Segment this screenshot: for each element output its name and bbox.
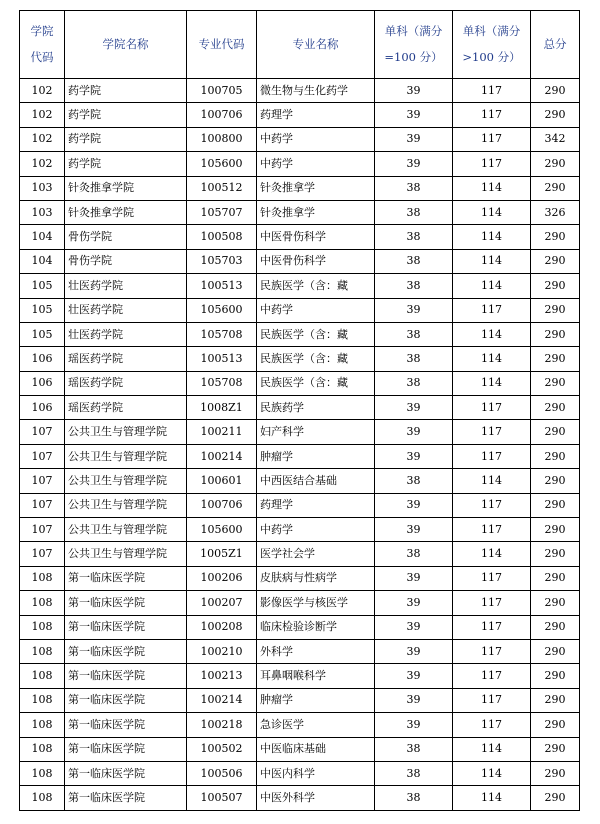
college-name-cell: 瑶医药学院 xyxy=(65,347,187,371)
total-cell: 290 xyxy=(531,761,580,785)
single-over-100-cell: 114 xyxy=(453,225,531,249)
college-name-cell: 公共卫生与管理学院 xyxy=(65,420,187,444)
single-over-100-cell: 117 xyxy=(453,396,531,420)
table-row xyxy=(20,249,580,273)
college-name-cell: 第一临床医学院 xyxy=(65,664,187,688)
college-name-cell: 骨伤学院 xyxy=(65,225,187,249)
single-over-100-cell: 117 xyxy=(453,127,531,151)
major-code-cell: 100214 xyxy=(187,444,257,468)
major-code-cell: 105600 xyxy=(187,518,257,542)
single-over-100-cell: 117 xyxy=(453,591,531,615)
major-code-cell: 100211 xyxy=(187,420,257,444)
table-row xyxy=(20,615,580,639)
college-name-cell: 公共卫生与管理学院 xyxy=(65,493,187,517)
total-cell: 290 xyxy=(531,737,580,761)
single-100-cell: 39 xyxy=(375,79,453,103)
major-name-cell: 中药学 xyxy=(257,152,375,176)
single-over-100-cell: 114 xyxy=(453,249,531,273)
major-code-cell: 100705 xyxy=(187,79,257,103)
single-over-100-cell: 117 xyxy=(453,103,531,127)
single-over-100-cell: 117 xyxy=(453,518,531,542)
total-cell: 290 xyxy=(531,518,580,542)
single-100-cell: 38 xyxy=(375,371,453,395)
college-code-cell: 106 xyxy=(20,371,65,395)
major-code-cell: 100508 xyxy=(187,225,257,249)
single-100-cell: 39 xyxy=(375,298,453,322)
table-row xyxy=(20,444,580,468)
college-name-cell: 药学院 xyxy=(65,127,187,151)
single-100-cell: 38 xyxy=(375,249,453,273)
single-over-100-cell: 114 xyxy=(453,176,531,200)
single-over-100-cell: 117 xyxy=(453,420,531,444)
major-code-cell: 1008Z1 xyxy=(187,396,257,420)
header-major-code: 专业代码 xyxy=(187,11,257,79)
major-name-cell: 中药学 xyxy=(257,127,375,151)
single-100-cell: 39 xyxy=(375,103,453,127)
college-name-cell: 第一临床医学院 xyxy=(65,713,187,737)
table-row xyxy=(20,420,580,444)
single-over-100-cell: 117 xyxy=(453,444,531,468)
table-row xyxy=(20,200,580,224)
single-over-100-cell: 117 xyxy=(453,493,531,517)
major-code-cell: 100218 xyxy=(187,713,257,737)
major-code-cell: 100210 xyxy=(187,639,257,663)
college-name-cell: 药学院 xyxy=(65,103,187,127)
single-over-100-cell: 114 xyxy=(453,737,531,761)
single-over-100-cell: 114 xyxy=(453,200,531,224)
college-code-cell: 102 xyxy=(20,152,65,176)
table-row xyxy=(20,347,580,371)
major-name-cell: 中西医结合基础 xyxy=(257,469,375,493)
college-code-cell: 108 xyxy=(20,566,65,590)
college-code-cell: 103 xyxy=(20,200,65,224)
table-row xyxy=(20,688,580,712)
table-row xyxy=(20,664,580,688)
college-name-cell: 针灸推拿学院 xyxy=(65,200,187,224)
table-row xyxy=(20,322,580,346)
total-cell: 290 xyxy=(531,664,580,688)
major-name-cell: 皮肤病与性病学 xyxy=(257,566,375,590)
table-row xyxy=(20,396,580,420)
single-over-100-cell: 114 xyxy=(453,786,531,810)
college-code-cell: 108 xyxy=(20,737,65,761)
table-row xyxy=(20,786,580,810)
single-100-cell: 39 xyxy=(375,615,453,639)
major-name-cell: 中医临床基础 xyxy=(257,737,375,761)
total-cell: 290 xyxy=(531,566,580,590)
major-name-cell: 急诊医学 xyxy=(257,713,375,737)
college-name-cell: 针灸推拿学院 xyxy=(65,176,187,200)
major-code-cell: 100513 xyxy=(187,274,257,298)
table-row xyxy=(20,298,580,322)
single-100-cell: 39 xyxy=(375,713,453,737)
college-name-cell: 第一临床医学院 xyxy=(65,737,187,761)
major-name-cell: 肿瘤学 xyxy=(257,688,375,712)
single-100-cell: 38 xyxy=(375,542,453,566)
single-100-cell: 38 xyxy=(375,347,453,371)
total-cell: 290 xyxy=(531,420,580,444)
college-name-cell: 壮医药学院 xyxy=(65,298,187,322)
major-name-cell: 医学社会学 xyxy=(257,542,375,566)
college-name-cell: 公共卫生与管理学院 xyxy=(65,444,187,468)
single-over-100-cell: 114 xyxy=(453,761,531,785)
college-name-cell: 第一临床医学院 xyxy=(65,591,187,615)
college-name-cell: 第一临床医学院 xyxy=(65,566,187,590)
table-row xyxy=(20,225,580,249)
major-code-cell: 105708 xyxy=(187,371,257,395)
college-code-cell: 105 xyxy=(20,322,65,346)
total-cell: 290 xyxy=(531,176,580,200)
single-100-cell: 39 xyxy=(375,493,453,517)
major-name-cell: 针灸推拿学 xyxy=(257,200,375,224)
single-100-cell: 39 xyxy=(375,664,453,688)
college-name-cell: 公共卫生与管理学院 xyxy=(65,542,187,566)
college-code-cell: 108 xyxy=(20,713,65,737)
total-cell: 290 xyxy=(531,786,580,810)
college-code-cell: 105 xyxy=(20,298,65,322)
table-row xyxy=(20,591,580,615)
total-cell: 290 xyxy=(531,371,580,395)
single-over-100-cell: 117 xyxy=(453,639,531,663)
total-cell: 290 xyxy=(531,713,580,737)
single-over-100-cell: 117 xyxy=(453,688,531,712)
major-name-cell: 中医外科学 xyxy=(257,786,375,810)
major-name-cell: 微生物与生化药学 xyxy=(257,79,375,103)
major-code-cell: 100206 xyxy=(187,566,257,590)
header-college-name: 学院名称 xyxy=(65,11,187,79)
major-name-cell: 中医骨伤科学 xyxy=(257,249,375,273)
single-100-cell: 38 xyxy=(375,274,453,298)
college-code-cell: 107 xyxy=(20,493,65,517)
total-cell: 326 xyxy=(531,200,580,224)
total-cell: 290 xyxy=(531,493,580,517)
major-code-cell: 100512 xyxy=(187,176,257,200)
total-cell: 290 xyxy=(531,469,580,493)
single-100-cell: 38 xyxy=(375,200,453,224)
major-code-cell: 100706 xyxy=(187,493,257,517)
major-code-cell: 105703 xyxy=(187,249,257,273)
score-table-container xyxy=(19,10,580,811)
major-code-cell: 100213 xyxy=(187,664,257,688)
major-name-cell: 外科学 xyxy=(257,639,375,663)
single-over-100-cell: 117 xyxy=(453,615,531,639)
score-table xyxy=(19,10,580,811)
college-name-cell: 公共卫生与管理学院 xyxy=(65,518,187,542)
total-cell: 342 xyxy=(531,127,580,151)
table-row xyxy=(20,737,580,761)
college-code-cell: 102 xyxy=(20,103,65,127)
college-code-cell: 102 xyxy=(20,127,65,151)
major-code-cell: 100706 xyxy=(187,103,257,127)
header-single-100: 单科（满分 =100 分） xyxy=(375,11,453,79)
major-code-cell: 105708 xyxy=(187,322,257,346)
major-name-cell: 耳鼻咽喉科学 xyxy=(257,664,375,688)
college-name-cell: 第一临床医学院 xyxy=(65,615,187,639)
table-row xyxy=(20,103,580,127)
table-row xyxy=(20,493,580,517)
college-name-cell: 第一临床医学院 xyxy=(65,786,187,810)
total-cell: 290 xyxy=(531,225,580,249)
single-100-cell: 39 xyxy=(375,566,453,590)
college-code-cell: 106 xyxy=(20,347,65,371)
major-name-cell: 中医内科学 xyxy=(257,761,375,785)
major-name-cell: 影像医学与核医学 xyxy=(257,591,375,615)
total-cell: 290 xyxy=(531,396,580,420)
single-100-cell: 38 xyxy=(375,176,453,200)
college-code-cell: 108 xyxy=(20,615,65,639)
college-code-cell: 104 xyxy=(20,249,65,273)
college-name-cell: 药学院 xyxy=(65,79,187,103)
table-row xyxy=(20,176,580,200)
total-cell: 290 xyxy=(531,152,580,176)
college-name-cell: 瑶医药学院 xyxy=(65,396,187,420)
table-row xyxy=(20,542,580,566)
single-100-cell: 39 xyxy=(375,127,453,151)
major-name-cell: 民族医学（含：藏 xyxy=(257,371,375,395)
college-name-cell: 药学院 xyxy=(65,152,187,176)
single-over-100-cell: 114 xyxy=(453,322,531,346)
major-name-cell: 药理学 xyxy=(257,493,375,517)
college-code-cell: 105 xyxy=(20,274,65,298)
single-100-cell: 39 xyxy=(375,152,453,176)
college-code-cell: 108 xyxy=(20,591,65,615)
college-code-cell: 108 xyxy=(20,688,65,712)
single-over-100-cell: 114 xyxy=(453,371,531,395)
college-code-cell: 107 xyxy=(20,469,65,493)
major-code-cell: 100506 xyxy=(187,761,257,785)
major-name-cell: 中医骨伤科学 xyxy=(257,225,375,249)
college-code-cell: 107 xyxy=(20,518,65,542)
major-name-cell: 民族药学 xyxy=(257,396,375,420)
total-cell: 290 xyxy=(531,591,580,615)
header-major-name: 专业名称 xyxy=(257,11,375,79)
single-100-cell: 39 xyxy=(375,688,453,712)
table-row xyxy=(20,639,580,663)
total-cell: 290 xyxy=(531,688,580,712)
single-100-cell: 38 xyxy=(375,322,453,346)
college-code-cell: 102 xyxy=(20,79,65,103)
table-row xyxy=(20,274,580,298)
college-code-cell: 108 xyxy=(20,639,65,663)
major-name-cell: 民族医学（含：藏 xyxy=(257,274,375,298)
major-code-cell: 100507 xyxy=(187,786,257,810)
college-code-cell: 107 xyxy=(20,542,65,566)
single-100-cell: 38 xyxy=(375,737,453,761)
college-code-cell: 108 xyxy=(20,761,65,785)
major-code-cell: 100601 xyxy=(187,469,257,493)
single-over-100-cell: 117 xyxy=(453,298,531,322)
major-name-cell: 中药学 xyxy=(257,518,375,542)
major-name-cell: 药理学 xyxy=(257,103,375,127)
single-100-cell: 38 xyxy=(375,469,453,493)
major-name-cell: 中药学 xyxy=(257,298,375,322)
total-cell: 290 xyxy=(531,347,580,371)
college-code-cell: 103 xyxy=(20,176,65,200)
total-cell: 290 xyxy=(531,298,580,322)
total-cell: 290 xyxy=(531,249,580,273)
single-over-100-cell: 114 xyxy=(453,274,531,298)
major-name-cell: 针灸推拿学 xyxy=(257,176,375,200)
college-code-cell: 104 xyxy=(20,225,65,249)
total-cell: 290 xyxy=(531,79,580,103)
major-code-cell: 105600 xyxy=(187,298,257,322)
major-name-cell: 民族医学（含：藏 xyxy=(257,322,375,346)
table-row xyxy=(20,518,580,542)
table-body xyxy=(20,79,580,811)
major-code-cell: 100208 xyxy=(187,615,257,639)
single-100-cell: 39 xyxy=(375,420,453,444)
major-code-cell: 100214 xyxy=(187,688,257,712)
college-name-cell: 壮医药学院 xyxy=(65,274,187,298)
major-code-cell: 100207 xyxy=(187,591,257,615)
single-100-cell: 39 xyxy=(375,591,453,615)
header-total: 总分 xyxy=(531,11,580,79)
major-name-cell: 妇产科学 xyxy=(257,420,375,444)
table-row xyxy=(20,371,580,395)
college-name-cell: 第一临床医学院 xyxy=(65,688,187,712)
single-over-100-cell: 117 xyxy=(453,152,531,176)
college-name-cell: 壮医药学院 xyxy=(65,322,187,346)
single-over-100-cell: 117 xyxy=(453,713,531,737)
major-name-cell: 民族医学（含：藏 xyxy=(257,347,375,371)
single-over-100-cell: 117 xyxy=(453,79,531,103)
total-cell: 290 xyxy=(531,274,580,298)
college-code-cell: 106 xyxy=(20,396,65,420)
college-code-cell: 108 xyxy=(20,786,65,810)
total-cell: 290 xyxy=(531,444,580,468)
table-row xyxy=(20,79,580,103)
college-name-cell: 第一临床医学院 xyxy=(65,639,187,663)
total-cell: 290 xyxy=(531,322,580,346)
header-row xyxy=(20,11,580,79)
single-100-cell: 39 xyxy=(375,396,453,420)
major-code-cell: 100513 xyxy=(187,347,257,371)
single-100-cell: 39 xyxy=(375,444,453,468)
major-code-cell: 1005Z1 xyxy=(187,542,257,566)
college-name-cell: 第一临床医学院 xyxy=(65,761,187,785)
single-over-100-cell: 114 xyxy=(453,347,531,371)
major-name-cell: 肿瘤学 xyxy=(257,444,375,468)
single-over-100-cell: 117 xyxy=(453,566,531,590)
table-row xyxy=(20,469,580,493)
college-code-cell: 107 xyxy=(20,444,65,468)
major-code-cell: 100800 xyxy=(187,127,257,151)
table-row xyxy=(20,761,580,785)
table-row xyxy=(20,566,580,590)
college-name-cell: 瑶医药学院 xyxy=(65,371,187,395)
single-over-100-cell: 117 xyxy=(453,664,531,688)
table-row xyxy=(20,152,580,176)
major-code-cell: 100502 xyxy=(187,737,257,761)
major-code-cell: 105600 xyxy=(187,152,257,176)
table-row xyxy=(20,713,580,737)
total-cell: 290 xyxy=(531,615,580,639)
single-100-cell: 39 xyxy=(375,518,453,542)
major-name-cell: 临床检验诊断学 xyxy=(257,615,375,639)
college-code-cell: 107 xyxy=(20,420,65,444)
college-name-cell: 骨伤学院 xyxy=(65,249,187,273)
header-single-over-100: 单科（满分 >100 分） xyxy=(453,11,531,79)
single-over-100-cell: 114 xyxy=(453,469,531,493)
header-college-code: 学院 代码 xyxy=(20,11,65,79)
single-100-cell: 38 xyxy=(375,761,453,785)
single-100-cell: 39 xyxy=(375,639,453,663)
single-100-cell: 38 xyxy=(375,786,453,810)
college-name-cell: 公共卫生与管理学院 xyxy=(65,469,187,493)
college-code-cell: 108 xyxy=(20,664,65,688)
total-cell: 290 xyxy=(531,103,580,127)
single-100-cell: 38 xyxy=(375,225,453,249)
single-over-100-cell: 114 xyxy=(453,542,531,566)
total-cell: 290 xyxy=(531,639,580,663)
table-row xyxy=(20,127,580,151)
total-cell: 290 xyxy=(531,542,580,566)
major-code-cell: 105707 xyxy=(187,200,257,224)
